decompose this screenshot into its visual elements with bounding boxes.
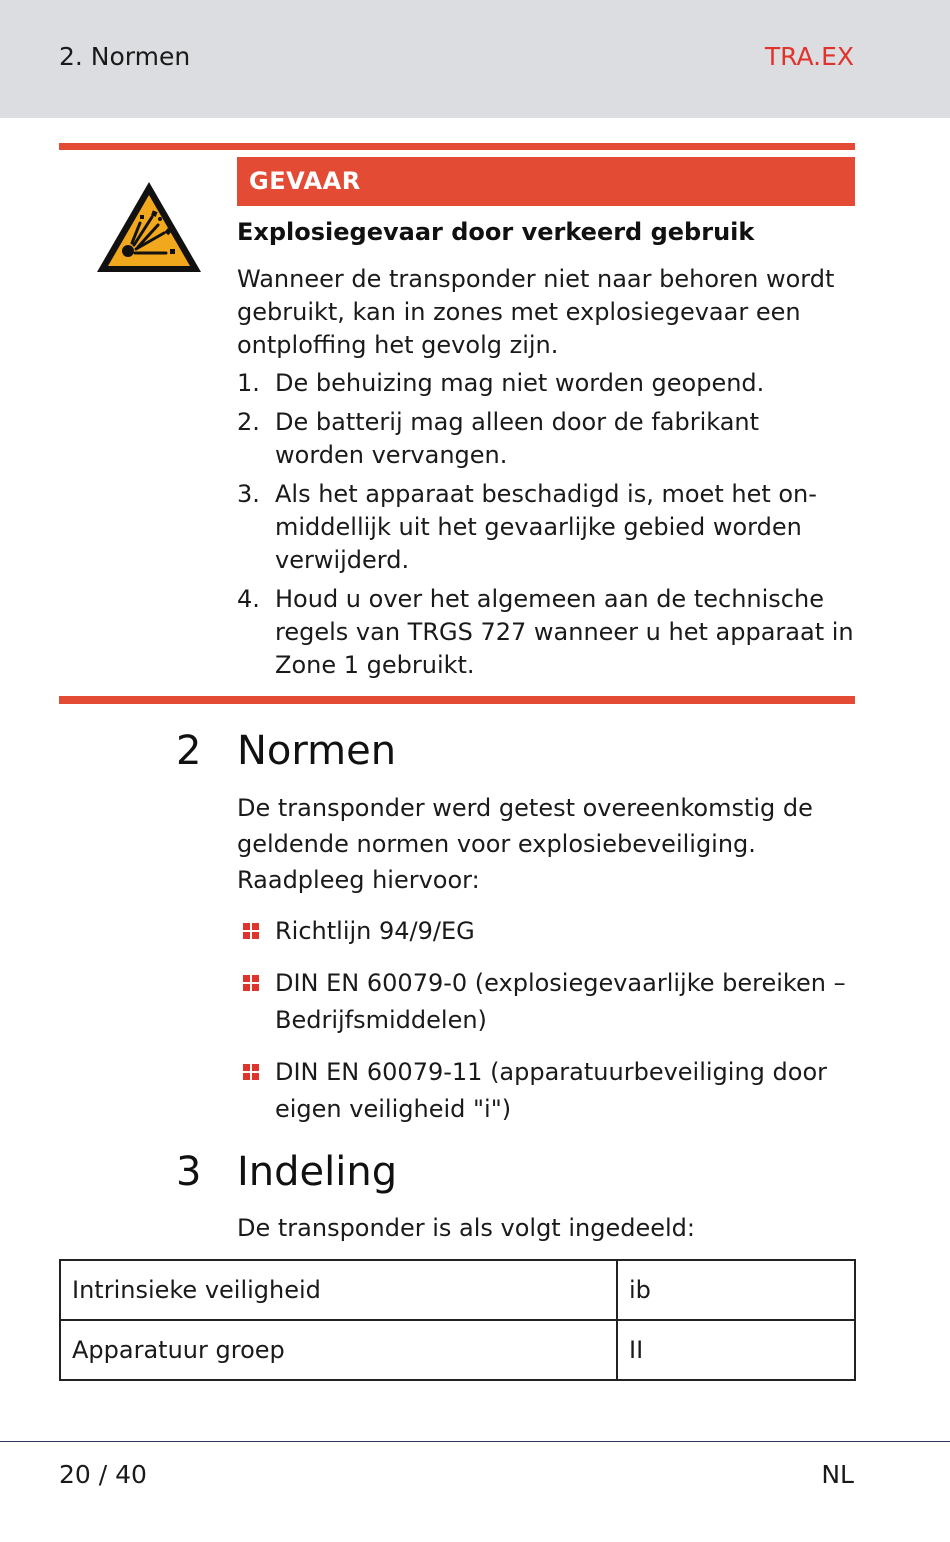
footer-divider <box>0 1441 950 1442</box>
list-item-text: Houd u over het algemeen aan de technische regels van TRGS 727 wanneer u het apparaat in Zone 1 gebruikt. <box>275 585 854 679</box>
list-item-text: De behuizing mag niet worden geopend. <box>275 369 765 397</box>
warning-description: Wanneer de transponder niet naar behoren wordt gebruikt, kan in zones met explosiegevaar een ontploffing het gevolg zijn. <box>237 265 835 359</box>
list-item <box>237 478 855 577</box>
warning-rule-top <box>59 143 855 150</box>
table-cell-label: Intrinsieke veiligheid <box>60 1260 617 1320</box>
explosive-hazard-icon <box>94 179 204 275</box>
list-item-text: DIN EN 60079-11 (apparatuurbeveiliging door eigen veiligheid "i") <box>275 1058 827 1123</box>
list-item-number: 3. <box>237 480 260 508</box>
table-cell-value: II <box>617 1320 855 1380</box>
list-item-text: Richtlijn 94/9/EG <box>275 917 475 945</box>
table-row <box>60 1320 855 1380</box>
running-section-title: 2. Normen <box>59 42 191 71</box>
list-item <box>237 406 855 472</box>
section-2-number: 2 <box>176 728 202 774</box>
section-2-intro: De transponder werd getest overeenkomstig de geldende normen voor explosiebeveiliging. Raadpleeg hiervoor: <box>237 794 813 894</box>
standards-list <box>237 913 855 1143</box>
table-cell-label: Apparatuur groep <box>60 1320 617 1380</box>
list-item-text: DIN EN 60079-0 (explosiegevaarlijke bereiken – Bedrijfsmiddelen) <box>275 969 846 1034</box>
list-item <box>237 583 855 682</box>
red-squares-bullet-icon <box>243 1064 259 1080</box>
list-item-number: 2. <box>237 408 260 436</box>
table-cell-value: ib <box>617 1260 855 1320</box>
table-row <box>60 1260 855 1320</box>
warning-signal-word: GEVAAR <box>237 157 855 206</box>
list-item-number: 1. <box>237 369 260 397</box>
section-3-number: 3 <box>176 1149 202 1195</box>
section-3-title: Indeling <box>237 1149 398 1195</box>
brand-name: TRA.EX <box>764 42 854 71</box>
list-item-text: De batterij mag alleen door de fabrikant worden vervangen. <box>275 408 760 469</box>
red-squares-bullet-icon <box>243 923 259 939</box>
section-2-title: Normen <box>237 728 397 774</box>
page-number: 20 / 40 <box>59 1460 147 1489</box>
section-3-intro: De transponder is als volgt ingedeeld: <box>237 1214 695 1242</box>
red-squares-bullet-icon <box>243 975 259 991</box>
warning-rule-bottom <box>59 696 855 704</box>
warning-instructions-list <box>237 367 855 688</box>
list-item <box>237 367 855 400</box>
warning-title: Explosiegevaar door verkeerd gebruik <box>237 218 755 246</box>
list-item-number: 4. <box>237 585 260 613</box>
list-item <box>237 913 855 950</box>
list-item <box>237 1054 855 1128</box>
page-header <box>0 0 950 118</box>
classification-table <box>59 1259 856 1381</box>
language-code: NL <box>821 1460 854 1489</box>
list-item-text: Als het apparaat beschadigd is, moet het onmiddellijk uit het gevaarlijke gebied worden verwijderd. <box>275 480 817 574</box>
list-item <box>237 965 855 1039</box>
